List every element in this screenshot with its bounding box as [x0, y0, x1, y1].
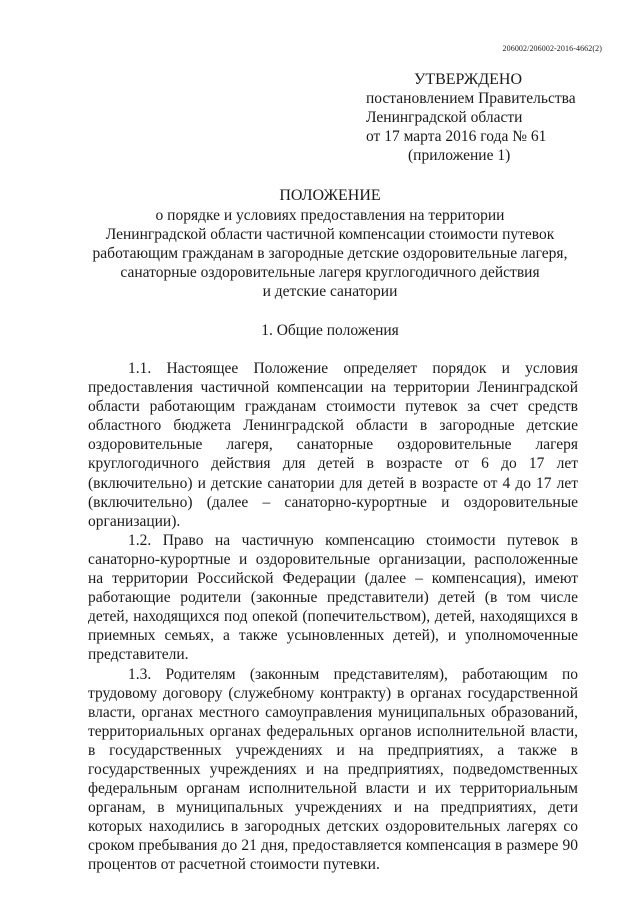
- document-title: [70, 186, 590, 301]
- title-line: Ленинградской области частичной компенсации стоимости путевок: [105, 226, 555, 243]
- title-heading: ПОЛОЖЕНИЕ: [279, 187, 381, 204]
- title-line: работающим гражданам в загородные детские оздоровительные лагеря,: [92, 245, 568, 262]
- paragraph: 1.2. Право на частичную компенсацию стоимости путевок в санаторно-курортные и оздоровительные организации, расположенные на территории Российской Федерации (далее – компенсация), имеют работающие родители (законные представители) детей (в том числе детей, находящихся под опекой (попечительством), детей, находящихся в приемных семьях, а также усыновленных детей), и уполномоченные представители.: [88, 531, 578, 664]
- approval-date-line: от 17 марта 2016 года № 61: [366, 128, 547, 145]
- paragraph: 1.1. Настоящее Положение определяет порядок и условия предоставления частичной компенсации на территории Ленинградской области работающим гражданам стоимости путевок за счет средств областного бюджета Ленинградской области в загородные детские оздоровительные лагеря, санаторные оздоровительные лагеря круглогодичного действия для детей в возрасте от 6 до 17 лет (включительно) и детские санатории для детей в возрасте от 4 до 17 лет (включительно) (далее – санаторно-курортные и оздоровительные организации).: [88, 360, 578, 530]
- paragraph: 1.3. Родителям (законным представителям), работающим по трудовому договору (служебному контракту) в органах государственной власти, органах местного самоуправления муниципальных образований, территориальных органах федеральных органов исполнительной власти, в государственных учреждениях и на предприятиях, а также в государственных учреждениях и на предприятиях, подведомственных федеральным органам исполнительной власти и их территориальным органам, в муниципальных учреждениях и на предприятиях, дети которых находились в загородных детских оздоровительных лагерях со сроком пребывания до 21 дня, предоставляется компенсация в размере 90 процентов от расчетной стоимости путевки.: [88, 665, 578, 874]
- title-line: о порядке и условиях предоставления на территории: [155, 207, 505, 224]
- approval-block: [366, 70, 576, 165]
- approval-line: Ленинградской области: [366, 109, 523, 126]
- document-body: [88, 359, 578, 875]
- document-number: 206002/206002-2016-4662(2): [502, 44, 602, 53]
- title-line: и детские санатории: [262, 283, 398, 300]
- approval-line: постановлением Правительства: [366, 90, 576, 107]
- appendix-note: (приложение 1): [408, 147, 511, 164]
- section-heading: 1. Общие положения: [261, 322, 399, 339]
- title-line: санаторные оздоровительные лагеря круглогодичного действия: [120, 264, 540, 281]
- approval-stamp: УТВЕРЖДЕНО: [414, 71, 523, 88]
